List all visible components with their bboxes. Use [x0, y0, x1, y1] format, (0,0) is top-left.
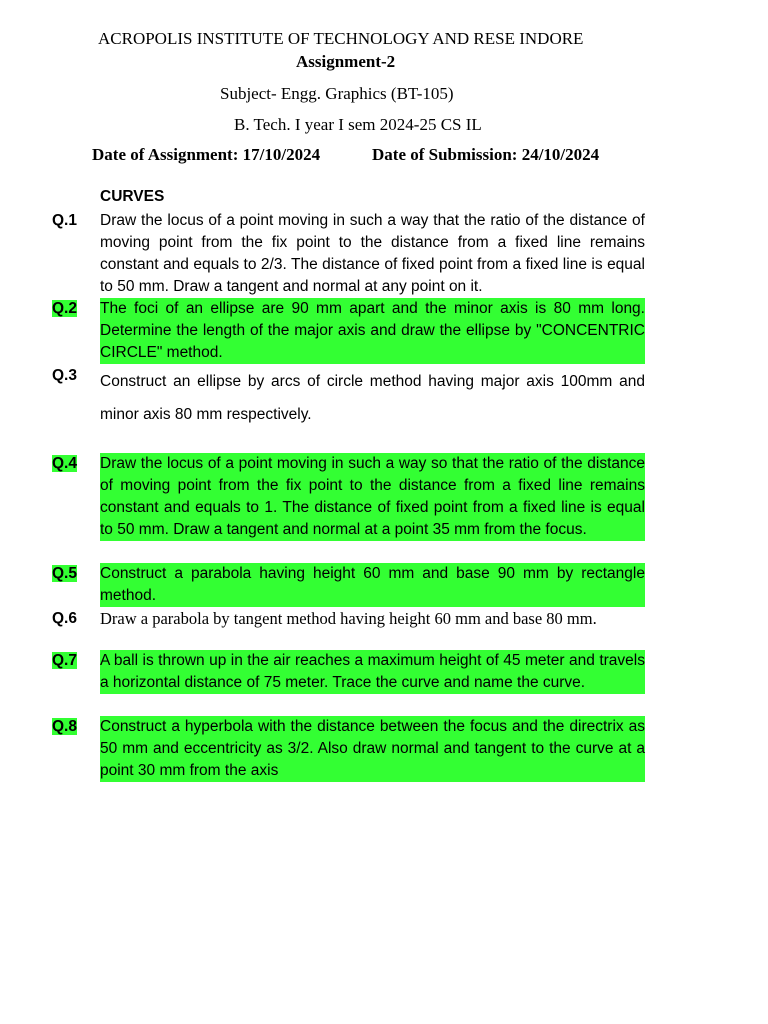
date-of-assignment: Date of Assignment: 17/10/2024 — [92, 145, 321, 164]
question-text: Construct an ellipse by arcs of circle method having major axis 100mm and minor axis 80 mm respectively. — [100, 373, 645, 423]
question-number-highlight: Q.5 — [52, 565, 77, 582]
question-text: Draw the locus of a point moving in such a way so that the ratio of the distance of moving point from the fix point to the distance from a fixed line remains constant and equals to 1. The distance of fixed point from a fixed line is equal to 50 mm. Draw a tangent and normal at a point 35 mm from the focus. — [100, 453, 645, 541]
question-text: A ball is thrown up in the air reaches a maximum height of 45 meter and travels a horizontal distance of 75 meter. Trace the curve and name the curve. — [100, 650, 645, 694]
section-title: CURVES — [100, 188, 165, 205]
institute-name: ACROPOLIS INSTITUTE OF TECHNOLOGY AND RESE INDORE — [98, 29, 584, 48]
question-number — [52, 298, 82, 320]
question-number-highlight: Q.2 — [52, 300, 77, 317]
program-line: B. Tech. I year I sem 2024-25 CS IL — [234, 115, 482, 134]
question-number-highlight: Q.7 — [52, 652, 77, 669]
question-number — [52, 563, 82, 585]
question-number: Q.3 — [52, 367, 77, 384]
question-number — [52, 650, 82, 672]
question-number: Q.1 — [52, 212, 77, 229]
question-text: Construct a parabola having height 60 mm and base 90 mm by rectangle method. — [100, 563, 645, 607]
question-number — [52, 716, 82, 738]
question-number: Q.6 — [52, 610, 77, 627]
question-number-highlight: Q.4 — [52, 455, 77, 472]
question-text: Draw a parabola by tangent method having height 60 mm and base 80 mm. — [100, 609, 597, 628]
question-text: The foci of an ellipse are 90 mm apart and the minor axis is 80 mm long. Determine the length of the major axis and draw the ellipse by "CONCENTRIC CIRCLE" method. — [100, 298, 645, 364]
question-text: Draw the locus of a point moving in such a way that the ratio of the distance of moving point from the fix point to the distance from a fixed line remains constant and equals to 2/3. The distance of fixed point from a fixed line is equal to 50 mm. Draw a tangent and normal at any point on it. — [100, 212, 645, 295]
subject-line: Subject- Engg. Graphics (BT-105) — [220, 84, 454, 103]
question-text: Construct a hyperbola with the distance between the focus and the directrix as 50 mm and eccentricity as 3/2. Also draw normal and tangent to the curve at a point 30 mm from the axis — [100, 716, 645, 782]
date-of-submission: Date of Submission: 24/10/2024 — [372, 145, 600, 164]
assignment-title: Assignment-2 — [296, 52, 396, 71]
question-number-highlight: Q.8 — [52, 718, 77, 735]
question-number — [52, 453, 82, 475]
